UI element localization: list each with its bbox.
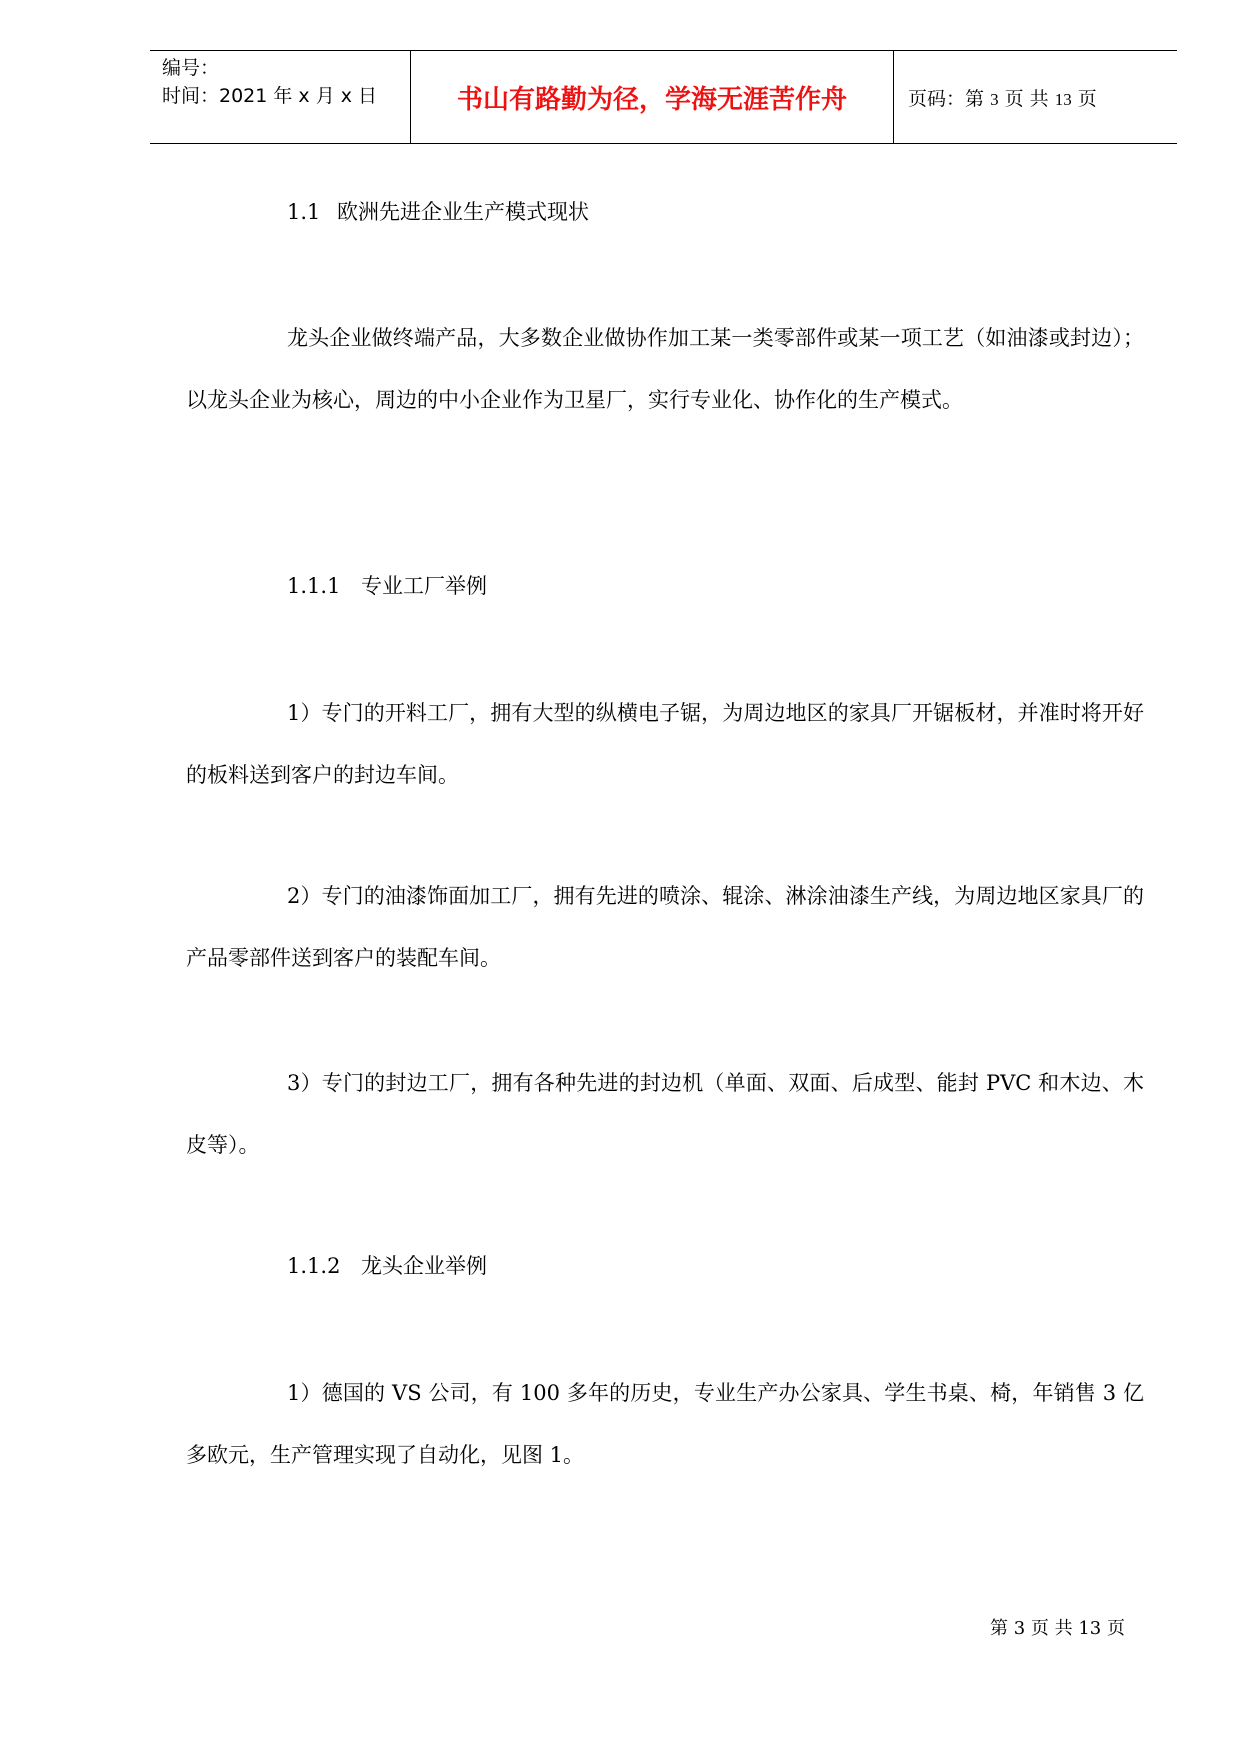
page-current: 3 [990,89,999,109]
document-number-label: 编号： [162,57,220,79]
page-mid: 页 共 [1004,87,1049,110]
section-title: 专业工厂举例 [361,574,487,598]
paragraph-vs-company: 1）德国的 VS 公司，有 100 多年的历史，专业生产办公家具、学生书桌、椅，年销售 3 亿多欧元，生产管理实现了自动化，见图 1。 [186,1381,1144,1467]
paragraph-edging-factory: 3）专门的封边工厂，拥有各种先进的封边机（单面、双面、后成型、能封 PVC 和木边、木皮等）。 [186,1071,1144,1157]
page-header [150,50,1177,144]
section-title: 龙头企业举例 [361,1254,487,1278]
page-total: 13 [1054,89,1072,109]
page-suffix: 页 [1077,87,1097,110]
paragraph-painting-factory: 2）专门的油漆饰面加工厂，拥有先进的喷涂、辊涂、淋涂油漆生产线，为周边地区家具厂的产品零部件送到客户的装配车间。 [186,884,1144,970]
paragraph-cutting-factory: 1）专门的开料工厂，拥有大型的纵横电子锯，为周边地区的家具厂开锯板材，并准时将开好的板料送到客户的封边车间。 [186,701,1144,787]
header-motto: 书山有路勤为径，学海无涯苦作舟 [456,84,847,115]
section-heading-1-1-1 [287,572,487,600]
header-motto-cell [410,51,894,143]
section-title: 欧洲先进企业生产模式现状 [337,200,589,224]
page-prefix: 页码：第 [908,87,985,110]
paragraph-production-mode: 龙头企业做终端产品，大多数企业做协作加工某一类零部件或某一项工艺（如油漆或封边）；以龙头企业为核心，周边的中小企业作为卫星厂，实行专业化、协作化的生产模式。 [186,326,1144,412]
section-heading-1-1-2 [287,1252,487,1280]
header-meta-cell [150,51,410,143]
section-number: 1.1 [287,200,321,224]
section-number: 1.1.1 [287,574,341,598]
header-page-cell [894,51,1177,143]
section-number: 1.1.2 [287,1254,341,1278]
header-page-info [908,84,1097,111]
section-heading-1-1 [287,198,589,226]
document-time-label: 时间：2021 年 x 月 x 日 [162,85,378,107]
page-footer: 第 3 页 共 13 页 [990,1618,1125,1639]
